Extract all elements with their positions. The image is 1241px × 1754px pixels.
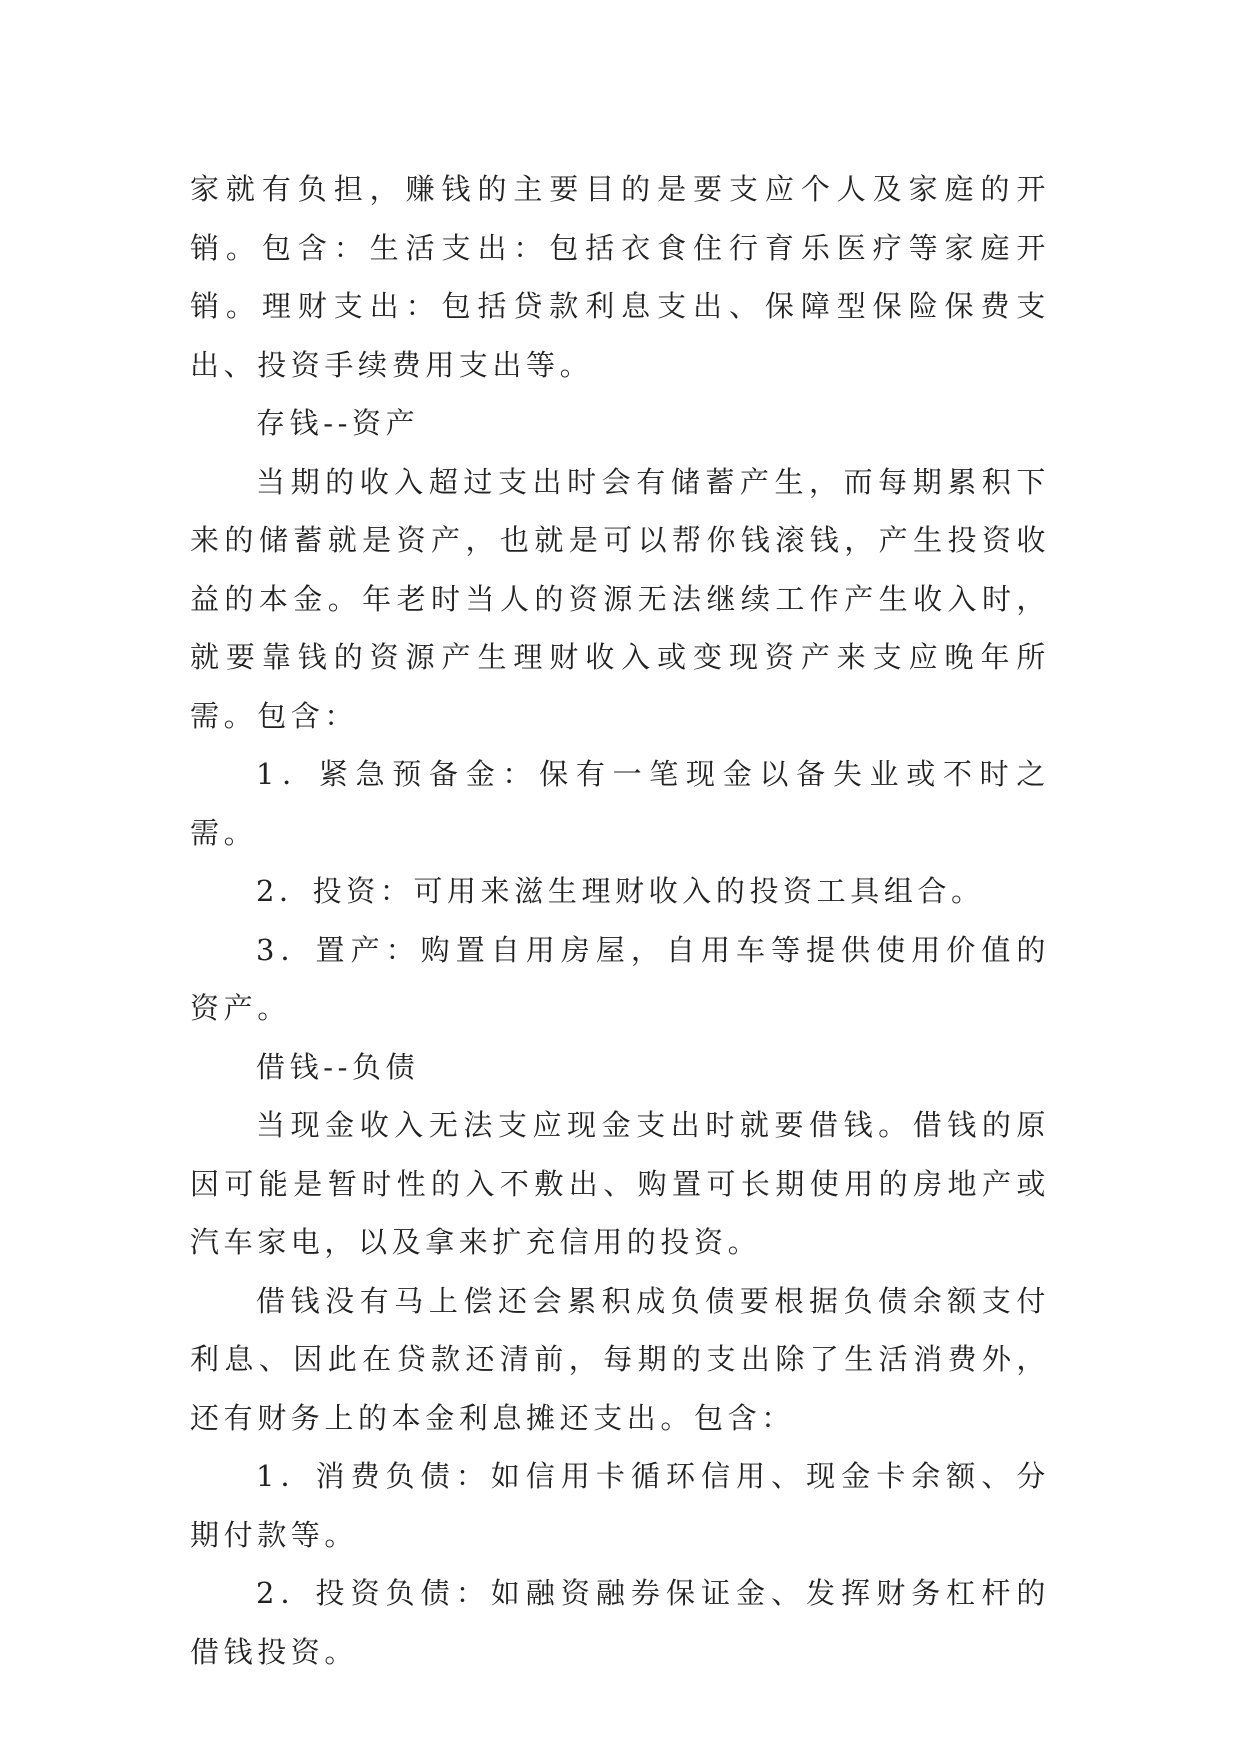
list-item-consumer-debt: 1．消费负债：如信用卡循环信用、现金卡余额、分期付款等。	[190, 1459, 1050, 1552]
paragraph-expenses: 家就有负担，赚钱的主要目的是要支应个人及家庭的开销。包含：生活支出：包括衣食住行育乐医疗等家庭开销。理财支出：包括贷款利息支出、保障型保险保费支出、投资手续费用支出等。	[190, 172, 1050, 382]
paragraph-debt-repayment: 借钱没有马上偿还会累积成负债要根据负债余额支付利息、因此在贷款还清前，每期的支出除了生活消费外，还有财务上的本金利息摊还支出。包含：	[190, 1283, 1050, 1435]
heading-savings-assets: 存钱--资产	[256, 406, 420, 440]
paragraph-savings: 当期的收入超过支出时会有储蓄产生，而每期累积下来的储蓄就是资产，也就是可以帮你钱滚钱，产生投资收益的本金。年老时当人的资源无法继续工作产生收入时，就要靠钱的资源产生理财收入或变现资产来支应晚年所需。包含：	[190, 464, 1050, 733]
paragraph-borrowing: 当现金收入无法支应现金支出时就要借钱。借钱的原因可能是暂时性的入不敷出、购置可长期使用的房地产或汽车家电，以及拿来扩充信用的投资。	[190, 1108, 1050, 1259]
list-item-property: 3．置产：购置自用房屋，自用车等提供使用价值的资产。	[190, 932, 1050, 1025]
list-item-investment: 2．投资：可用来滋生理财收入的投资工具组合。	[256, 874, 985, 908]
list-item-investment-debt: 2．投资负债：如融资融券保证金、发挥财务杠杆的借钱投资。	[190, 1576, 1050, 1669]
list-item-emergency-fund: 1．紧急预备金：保有一笔现金以备失业或不时之需。	[190, 757, 1050, 850]
heading-borrowing-liabilities: 借钱--负债	[256, 1049, 420, 1084]
document-page	[190, 160, 1050, 1681]
